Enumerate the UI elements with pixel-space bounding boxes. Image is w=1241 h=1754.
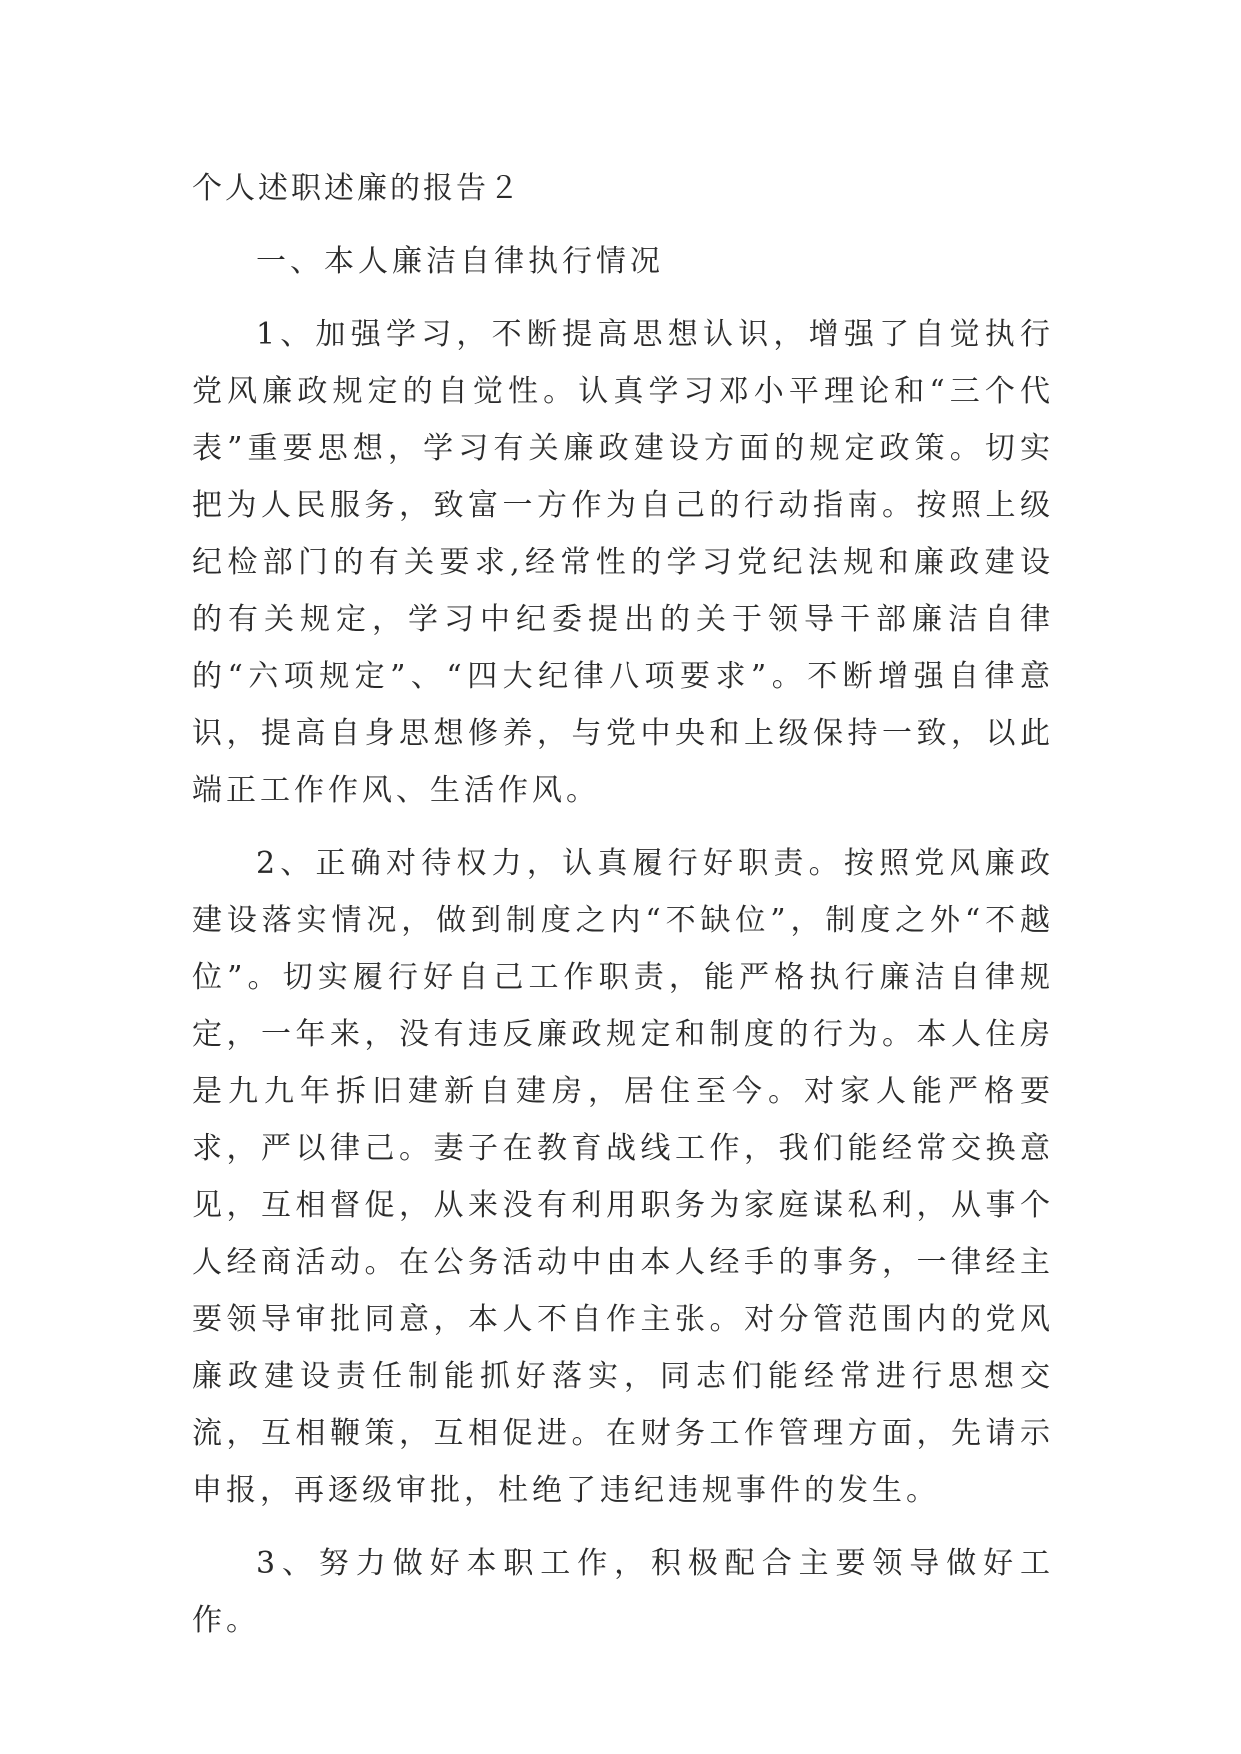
document-title: 个人述职述廉的报告２ — [192, 171, 522, 206]
section-heading: 一、本人廉洁自律执行情况 — [256, 244, 664, 279]
paragraph-2: 2、正确对待权力，认真履行好职责。按照党风廉政建设落实情况，做到制度之内“不缺位”，制度之外“不越位”。切实履行好自己工作职责，能严格执行廉洁自律规定，一年来，没有违反廉政规定和制度的行为。本人住房是九九年拆旧建新自建房，居住至今。对家人能严格要求，严以律己。妻子在教育战线工作，我们能经常交换意见，互相督促，从来没有利用职务为家庭谋私利，从事个人经商活动。在公务活动中由本人经手的事务，一律经主要领导审批同意，本人不自作主张。对分管范围内的党风廉政建设责任制能抓好落实，同志们能经常进行思想交流，互相鞭策，互相促进。在财务工作管理方面，先请示申报，再逐级审批，杜绝了违纪违规事件的发生。 — [192, 846, 1054, 1508]
document-body — [192, 160, 1054, 1649]
paragraph-1: 1、加强学习，不断提高思想认识，增强了自觉执行党风廉政规定的自觉性。认真学习邓小平理论和“三个代表”重要思想，学习有关廉政建设方面的规定政策。切实把为人民服务，致富一方作为自己的行动指南。按照上级纪检部门的有关要求,经常性的学习党纪法规和廉政建设的有关规定，学习中纪委提出的关于领导干部廉洁自律的“六项规定”、“四大纪律八项要求”。不断增强自律意识，提高自身思想修养，与党中央和上级保持一致，以此端正工作作风、生活作风。 — [192, 317, 1054, 808]
paragraph-3: 3、努力做好本职工作，积极配合主要领导做好工作。 — [192, 1546, 1054, 1638]
